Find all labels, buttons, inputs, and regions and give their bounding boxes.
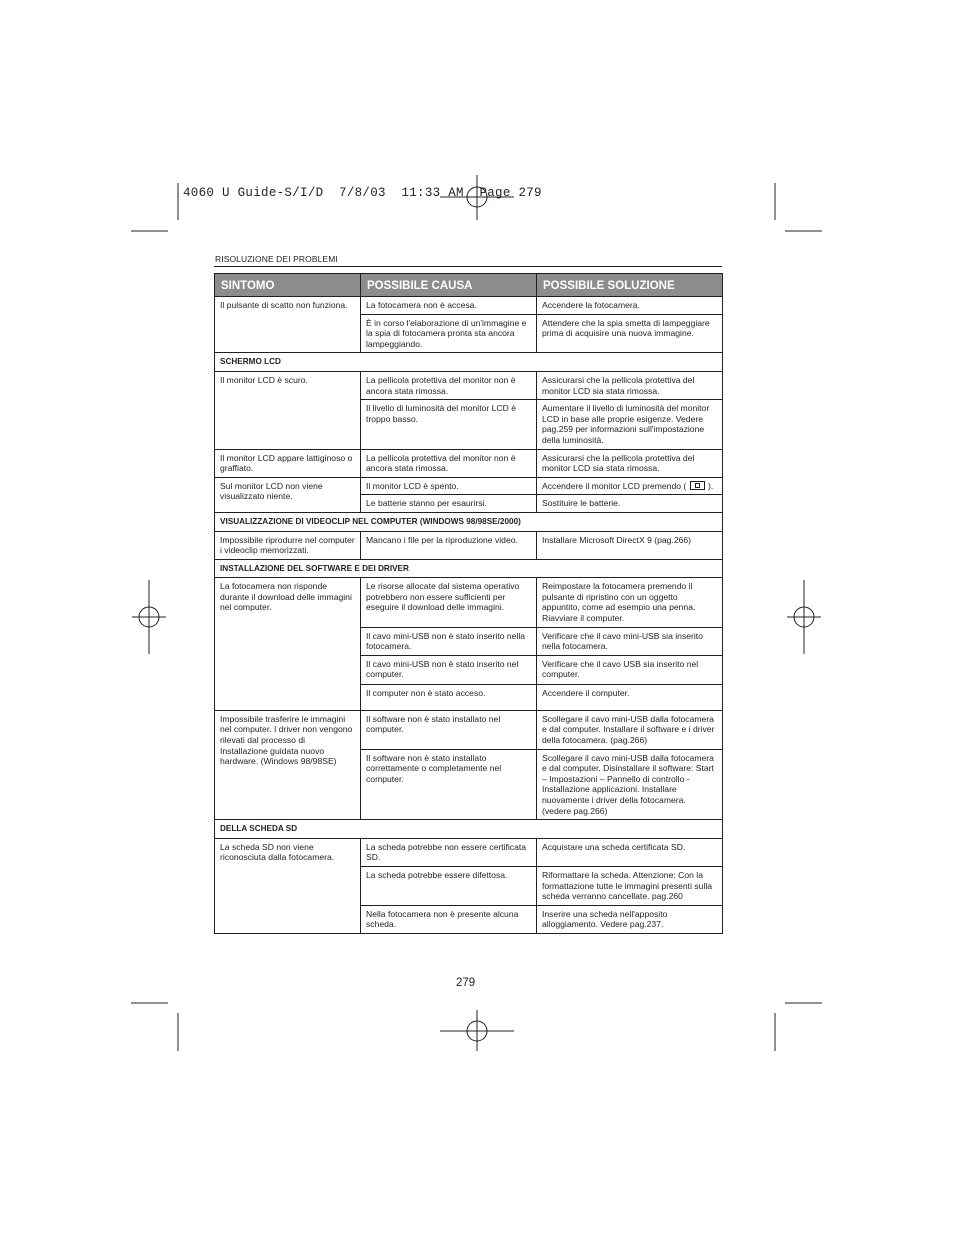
solution-cell: Riformattare la scheda. Attenzione: Con la formattazione tutte le immagini presenti sulla scheda verranno cancellate. pag.260 (537, 866, 723, 905)
symptom-cell: Il pulsante di scatto non funziona. (215, 297, 361, 353)
symptom-cell: Impossibile riprodurre nel computer i videoclip memorizzati. (215, 531, 361, 559)
symptom-cell: La scheda SD non viene riconosciuta dalla fotocamera. (215, 838, 361, 933)
cause-cell: Il software non è stato installato nel computer. (361, 710, 537, 749)
cause-cell: Nella fotocamera non è presente alcuna scheda. (361, 905, 537, 933)
troubleshooting-table (214, 273, 723, 934)
cause-cell: Il livello di luminosità del monitor LCD è troppo basso. (361, 400, 537, 449)
symptom-cell: Il monitor LCD è scuro. (215, 371, 361, 449)
header-soluzione: POSSIBILE SOLUZIONE (537, 274, 723, 297)
solution-cell: Assicurarsi che la pellicola protettiva del monitor LCD sia stata rimossa. (537, 371, 723, 399)
solution-cell: Installare Microsoft DirectX 9 (pag.266) (537, 531, 723, 559)
solution-text: Accendere il monitor LCD premendo ( (542, 480, 687, 491)
table-row (215, 710, 723, 749)
cause-cell: La pellicola protettiva del monitor non è ancora stata rimossa. (361, 371, 537, 399)
solution-cell: Verificare che il cavo USB sia inserito nel computer. (537, 655, 723, 684)
cause-cell: È in corso l'elaborazione di un'immagine e la spia di fotocamera pronta sta ancora lampeggiando. (361, 314, 537, 353)
page-number: 279 (456, 977, 476, 989)
section-row-lcd (215, 353, 723, 372)
section-title: RISOLUZIONE DEI PROBLEMI (215, 254, 338, 264)
cause-cell: Le batterie stanno per esaurirsi. (361, 495, 537, 513)
solution-cell: Scollegare il cavo mini-USB dalla fotocamera e dal computer. Installare il software e i driver della fotocamera. (pag.266) (537, 710, 723, 749)
section-heading: VISUALIZZAZIONE DI VIDEOCLIP NEL COMPUTER (WINDOWS 98/98SE/2000) (215, 512, 723, 531)
header-causa: POSSIBILE CAUSA (361, 274, 537, 297)
section-row-install (215, 559, 723, 578)
header-sintomo: SINTOMO (215, 274, 361, 297)
solution-cell: Inserire una scheda nell'apposito alloggiamento. Vedere pag.237. (537, 905, 723, 933)
table-row (215, 531, 723, 559)
symptom-cell: Impossibile trasferire le immagini nel computer. I driver non vengono rilevati dal processo di Installazione guidata nuovo hardware. (Windows 98/98SE) (215, 710, 361, 819)
cause-cell: Mancano i file per la riproduzione video. (361, 531, 537, 559)
section-heading: INSTALLAZIONE DEL SOFTWARE E DEI DRIVER (215, 559, 723, 578)
section-row-sd (215, 820, 723, 839)
table-row (215, 578, 723, 627)
symptom-cell: Sul monitor LCD non viene visualizzato niente. (215, 477, 361, 512)
solution-cell: Verificare che il cavo mini-USB sia inserito nella fotocamera. (537, 627, 723, 655)
solution-cell (537, 477, 723, 495)
table-row (215, 477, 723, 495)
cause-cell: Le risorse allocate dal sistema operativo potrebbero non essere sufficienti per eseguire il download delle immagini. (361, 578, 537, 627)
table-row (215, 371, 723, 399)
section-heading: SCHERMO LCD (215, 353, 723, 372)
solution-cell: Attendere che la spia smetta di lampeggiare prima di acquisire una nuova immagine. (537, 314, 723, 353)
cause-cell: Il computer non è stato acceso. (361, 684, 537, 710)
symptom-cell: La fotocamera non risponde durante il download delle immagini nel computer. (215, 578, 361, 711)
cause-cell: Il cavo mini-USB non è stato inserito nel computer. (361, 655, 537, 684)
symptom-cell: Il monitor LCD appare lattiginoso o graffiato. (215, 449, 361, 477)
cause-cell: Il software non è stato installato correttamente o completamente nel computer. (361, 749, 537, 820)
solution-cell: Aumentare il livello di luminosità del monitor LCD in base alle proprie esigenze. Vedere pag.259 per informazioni sull'impostazione della luminosità. (537, 400, 723, 449)
solution-cell: Acquistare una scheda certificata SD. (537, 838, 723, 866)
cause-cell: La scheda potrebbe non essere certificata SD. (361, 838, 537, 866)
section-heading: DELLA SCHEDA SD (215, 820, 723, 839)
solution-text: ). (708, 480, 714, 491)
table-header-row (215, 274, 723, 297)
cause-cell: Il monitor LCD è spento. (361, 477, 537, 495)
cause-cell: La pellicola protettiva del monitor non è ancora stata rimossa. (361, 449, 537, 477)
table-row (215, 449, 723, 477)
solution-cell: Scollegare il cavo mini-USB dalla fotocamera e dal computer. Disinstallare il software: Start – Impostazioni – Pannello di controllo - Installazione applicazioni. Installare nuovamente i driver della fotocamera. (vedere pag.266) (537, 749, 723, 820)
cause-cell: Il cavo mini-USB non è stato inserito nella fotocamera. (361, 627, 537, 655)
printer-slug: 4060 U Guide-S/I/D 7/8/03 11:33 AM Page 279 (183, 186, 542, 200)
solution-cell: Reimpostare la fotocamera premendo il pulsante di ripristino con un oggetto appuntito, come ad esempio una penna. Riavviare il computer. (537, 578, 723, 627)
solution-cell: Accendere la fotocamera. (537, 297, 723, 315)
solution-cell: Accendere il computer. (537, 684, 723, 710)
table-row (215, 297, 723, 315)
section-rule (214, 266, 722, 267)
table-row (215, 838, 723, 866)
solution-cell: Sostituire le batterie. (537, 495, 723, 513)
section-row-video (215, 512, 723, 531)
cause-cell: La fotocamera non è accesa. (361, 297, 537, 315)
cause-cell: La scheda potrebbe essere difettosa. (361, 866, 537, 905)
lcd-monitor-icon (690, 481, 705, 490)
solution-cell: Assicurarsi che la pellicola protettiva del monitor LCD sia stata rimossa. (537, 449, 723, 477)
